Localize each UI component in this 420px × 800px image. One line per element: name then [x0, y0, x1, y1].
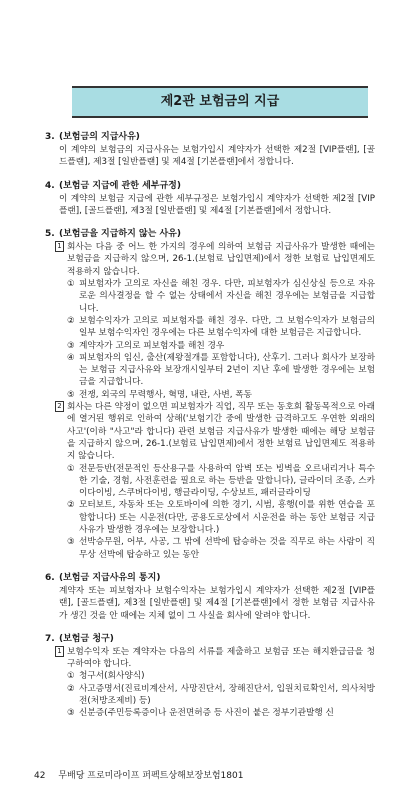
- section-text: 이 계약의 보험금의 지급사유는 보험가입시 계약자가 선택한 제2절 [VIP플랜], [골드플랜], 제3절 [일반플랜] 및 제4절 [기본플랜]에서 정합니다.: [59, 145, 375, 168]
- list-item: [45, 278, 375, 315]
- list-item: [45, 683, 375, 708]
- list-item: [45, 340, 375, 352]
- item-number: ④: [67, 352, 75, 363]
- item-text: 선박승무원, 어부, 사공, 그 밖에 선박에 탑승하는 것을 직무로 하는 사람이 직무상 선박에 탑승하고 있는 동안: [79, 537, 375, 560]
- section-title: (보험금의 지급사유): [59, 132, 140, 142]
- item-number: ②: [67, 315, 75, 326]
- section-heading: [45, 572, 375, 585]
- paragraph-marker: 1: [55, 241, 64, 252]
- item-number: ①: [67, 671, 75, 682]
- section-4: [45, 180, 375, 218]
- list-item: [45, 536, 375, 561]
- section-text: 계약자 또는 피보험자나 보험수익자는 보험가입시 계약자가 선택한 제2절 [VIP플랜], [골드플랜], 제3절 [일반플랜] 및 제4절 [기본플랜]에서 정한 보험금 지급사유가 생긴 것을 안 때에는 지체 없이 그 사실을 회사에 알려야 합니다.: [59, 585, 375, 621]
- item-text: 전문등반(전문적인 등산용구를 사용하여 암벽 또는 빙벽을 오르내리거나 특수한 기술, 경험, 사전훈련을 필요로 하는 등반을 말합니다), 글라이더 조종, 스카이다이빙, 스쿠버다이빙, 행글라이딩, 수상보트, 패러글라이딩: [79, 463, 375, 499]
- item-number: ③: [67, 708, 75, 719]
- list-item: [45, 315, 375, 340]
- section-title: (보험금을 지급하지 않는 사유): [59, 229, 181, 240]
- section-title: (보험금 청구): [59, 633, 114, 644]
- item-text: 청구서(회사양식): [79, 671, 145, 682]
- list-item: [45, 352, 375, 389]
- item-number: ①: [67, 463, 75, 474]
- paragraph-1: [45, 646, 375, 671]
- item-text: 계약자가 고의로 피보험자를 해친 경우: [79, 340, 225, 351]
- item-number: ③: [67, 340, 75, 351]
- section-number: 4.: [45, 180, 55, 191]
- item-text: 사고증명서(진료비계산서, 사망진단서, 장해진단서, 입원치료확인서, 의사처방전(처방조제비) 등): [79, 683, 375, 706]
- document-body: [45, 120, 375, 720]
- item-text: 전쟁, 외국의 무력행사, 혁명, 내란, 사변, 폭동: [79, 389, 253, 400]
- list-item: [45, 707, 375, 719]
- list-item: [45, 389, 375, 401]
- product-name: 무배당 프로미라이프 퍼펙트상해보장보험1801: [58, 771, 244, 781]
- section-title: (보험금 지급에 관한 세부규정): [59, 180, 181, 191]
- page-footer: [34, 768, 243, 781]
- section-number: 6.: [45, 572, 55, 583]
- item-number: ③: [67, 537, 75, 548]
- item-text: 피보험자의 임신, 출산(제왕절개를 포함합니다), 산후기. 그러나 회사가 보장하는 보험금 지급사유와 보장개시일부터 2년이 지난 후에 발생한 경우에는 보험금을 지급합니다.: [79, 352, 375, 388]
- section-title: (보험금 지급사유의 통지): [59, 572, 161, 583]
- section-3: [45, 131, 375, 169]
- item-text: 신분증(주민등록증이나 운전면허증 등 사진이 붙은 정부기관발행 신: [79, 708, 334, 719]
- item-text: 피보험자가 고의로 자신을 해친 경우. 다만, 피보험자가 심신상실 등으로 자유로운 의사결정을 할 수 없는 상태에서 자신을 해친 경우에는 보험금을 지급합니다.: [79, 279, 375, 314]
- paragraph-1: [45, 241, 375, 278]
- paragraph-text: 회사는 다른 약정이 없으면 피보험자가 직업, 직무 또는 동호회 활동목적으로 아래에 열거된 행위로 인하여 상해('보험기간 중에 발생한 급격하고도 우연한 외래의 사고'(이하 "사고"라 합니다) 관련 보험금 지급사유가 발생한 때에는 해당 보험금을 지급하지 않으며, 26-1.(보험료 납입면제)에서 정한 보험료 납입면제도 적용하지 않습니다.: [67, 402, 375, 462]
- section-heading: [45, 131, 375, 144]
- page-number: 42: [34, 771, 46, 781]
- paragraph-marker: 2: [55, 401, 64, 412]
- list-item: [45, 499, 375, 536]
- paragraph-text: 보험수익자 또는 계약자는 다음의 서류를 제출하고 보험금 또는 해지환급금을 청구하여야 합니다.: [67, 646, 375, 670]
- section-number: 3.: [45, 132, 55, 142]
- list-item: [45, 463, 375, 500]
- section-5: [45, 228, 375, 561]
- paragraph-2: [45, 401, 375, 462]
- section-6: [45, 572, 375, 622]
- paragraph-text: 회사는 다음 중 어느 한 가지의 경우에 의하여 보험금 지급사유가 발생한 때에는 보험금을 지급하지 않으며, 26-1.(보험료 납입면제)에서 정한 보험료 납입면제도 적용하지 않습니다.: [67, 242, 375, 277]
- section-number: 7.: [45, 633, 55, 644]
- item-text: 보험수익자가 고의로 피보험자를 해친 경우. 다만, 그 보험수익자가 보험금의 일부 보험수익자인 경우에는 다른 보험수익자에 대한 보험금은 지급합니다.: [79, 315, 375, 339]
- item-number: ⑤: [67, 389, 75, 400]
- section-number: 5.: [45, 229, 55, 240]
- section-7: [45, 633, 375, 720]
- section-text: 이 계약의 보험금 지급에 관한 세부규정은 보험가입시 계약자가 선택한 제2절 [VIP플랜], [골드플랜], 제3절 [일반플랜] 및 제4절 [기본플랜]에서 정합니다.: [59, 193, 375, 216]
- chapter-title: 제2관 보험금의 지급: [72, 86, 368, 118]
- paragraph-marker: 1: [55, 646, 64, 657]
- item-number: ①: [67, 279, 75, 290]
- section-heading: [45, 228, 375, 241]
- section-heading: [45, 180, 375, 193]
- item-text: 모터보트, 자동차 또는 오토바이에 의한 경기, 시범, 흥행(이를 위한 연습을 포함합니다) 또는 시운전(다만, 공용도로상에서 시운전을 하는 동안 보험금 지급사유가 발생한 경우에는 보장합니다.): [79, 500, 375, 536]
- item-number: ②: [67, 500, 75, 511]
- item-number: ②: [67, 683, 75, 694]
- section-heading: [45, 633, 375, 646]
- list-item: [45, 670, 375, 682]
